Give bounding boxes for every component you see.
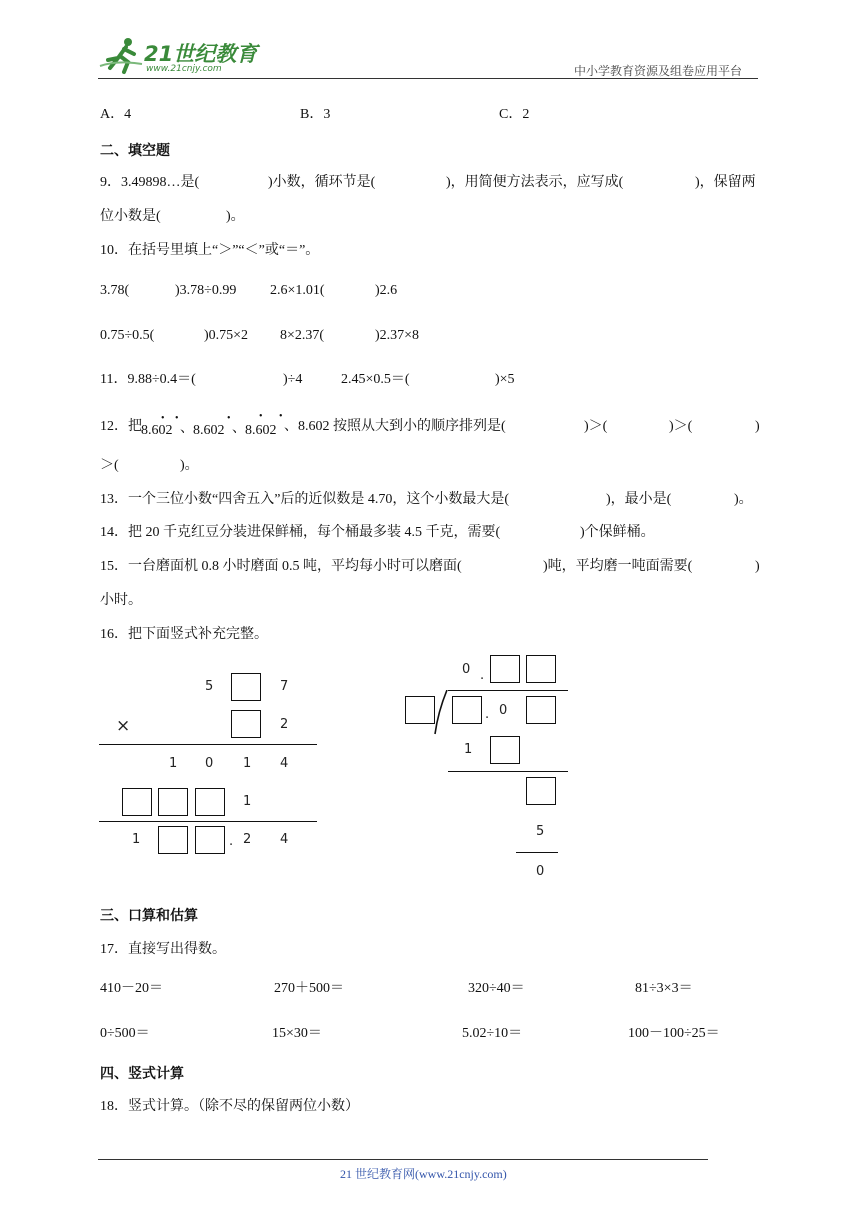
blank-box[interactable] — [405, 696, 435, 724]
blank-box[interactable] — [490, 655, 520, 683]
blank-box[interactable] — [195, 788, 225, 816]
times-sign: × — [116, 716, 131, 736]
platform-name: 中小学教育资源及组卷应用平台 — [574, 64, 743, 78]
runner-logo-icon — [98, 36, 146, 76]
blank-box[interactable] — [526, 655, 556, 683]
option-b: B．3 — [300, 107, 331, 122]
section-mental-math: 三、口算和估算 — [100, 908, 198, 924]
section-vertical-calc: 四、竖式计算 — [100, 1066, 184, 1082]
blank-box[interactable] — [158, 826, 188, 854]
repeating-decimal-1: 8.602 — [141, 423, 173, 438]
header-rule — [98, 78, 758, 79]
logo-url: www.21cnjy.com — [146, 64, 222, 74]
logo — [98, 36, 258, 78]
question-16-title: 16．把下面竖式补充完整。 — [100, 627, 268, 642]
question-17-title: 17．直接写出得数。 — [100, 942, 226, 957]
option-a: A．4 — [100, 107, 132, 122]
blank-box[interactable] — [452, 696, 482, 724]
footer-text: 21 世纪教育网(www.21cnjy.com) — [340, 1167, 507, 1181]
repeat-dot: • — [259, 411, 263, 422]
repeating-decimal-3: 8.602 — [245, 423, 277, 438]
blank-box[interactable] — [122, 788, 152, 816]
blank-box[interactable] — [158, 788, 188, 816]
repeating-decimal-2: 8.602 — [193, 423, 225, 438]
blank-box[interactable] — [526, 777, 556, 805]
footer-rule — [98, 1159, 708, 1160]
repeat-dot: • — [279, 411, 283, 422]
blank-box[interactable] — [231, 673, 261, 701]
option-c: C．2 — [499, 107, 530, 122]
repeat-dot: • — [161, 413, 165, 424]
blank-box[interactable] — [490, 736, 520, 764]
repeat-dot: • — [227, 413, 231, 424]
question-18: 18．竖式计算。（除不尽的保留两位小数） — [100, 1099, 359, 1114]
division-bracket — [434, 690, 448, 736]
blank-box[interactable] — [231, 710, 261, 738]
blank-box[interactable] — [526, 696, 556, 724]
blank-box[interactable] — [195, 826, 225, 854]
section-fill-blank: 二、填空题 — [100, 143, 170, 159]
repeat-dot: • — [175, 413, 179, 424]
logo-title: 21世纪教育 — [144, 42, 258, 66]
